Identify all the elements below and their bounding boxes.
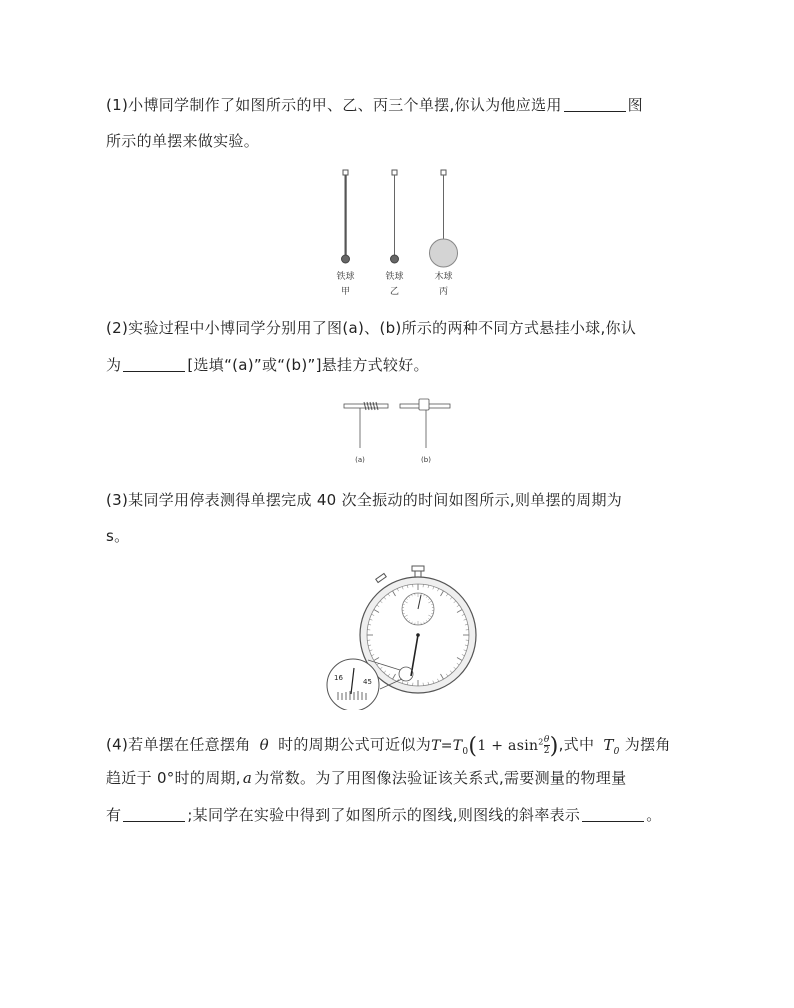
pendulum-yi-material: 铁球	[385, 272, 404, 282]
pendulum-jia-rod	[345, 175, 347, 257]
stopwatch-figure	[320, 564, 480, 710]
q1-text-b: 图	[627, 96, 643, 114]
q2-line1: (2)实验过程中小博同学分别用了图(a)、(b)所示的两种不同方式悬挂小球,你认	[106, 319, 637, 337]
stopwatch-hub	[416, 633, 420, 637]
inset-label-right: 45	[363, 678, 372, 686]
q1-answer-blank[interactable]	[564, 95, 626, 112]
q3-line1: (3)某同学用停表测得单摆完成 40 次全振动的时间如图所示,则单摆的周期为	[106, 491, 623, 509]
pendulum-bing-material: 木球	[434, 272, 453, 282]
pendulum-yi-clamp	[392, 170, 397, 175]
q4-line3-c: 。	[646, 806, 662, 824]
formula-one-plus-a: 1 + a	[477, 737, 517, 754]
q4-line2	[106, 768, 626, 788]
formula-sin-sup: 2	[538, 737, 544, 746]
q4-line3-a: 有	[106, 806, 122, 824]
formula-T0: T	[452, 737, 463, 754]
q4-line3-b: ;某同学在实验中得到了如图所示的图线,则图线的斜率表示	[187, 806, 581, 824]
q4-answer-blank-2[interactable]	[582, 805, 644, 822]
q4-text-a: (4)若单摆在任意摆角	[106, 735, 251, 754]
suspension-b-clamp	[419, 399, 429, 410]
pendulum-yi-name: 乙	[389, 287, 400, 297]
q4-text-c: ,式中	[558, 735, 595, 754]
period-formula	[431, 733, 559, 759]
suspension-figure	[340, 396, 460, 466]
stopwatch-stem	[415, 571, 421, 577]
q3-line2: s。	[106, 527, 130, 545]
q1-line1	[106, 95, 643, 115]
q2-text-a: 为	[106, 356, 122, 374]
q4-line1	[106, 729, 671, 759]
q2-answer-blank[interactable]	[123, 355, 185, 372]
pendulum-jia-name: 甲	[340, 287, 351, 297]
q4-theta: θ	[259, 735, 269, 754]
suspension-a-rod	[344, 404, 388, 408]
pendulum-bing-name: 丙	[438, 287, 449, 297]
q1-text-a: (1)小博同学制作了如图所示的甲、乙、丙三个单摆,你认为他应选用	[106, 96, 562, 114]
q4-T0: $T_0$	[603, 735, 620, 757]
q4-line2-a: 趋近于 0°时的周期,	[106, 769, 241, 787]
formula-paren-right: )	[549, 733, 559, 759]
q4-a-var: a	[242, 769, 253, 787]
pendulum-yi-ball	[391, 255, 399, 263]
formula-sin: sin	[516, 737, 539, 754]
q4-text-d: 为摆角	[624, 735, 671, 754]
inset-label-left: 16	[334, 674, 343, 682]
q1-line2: 所示的单摆来做实验。	[106, 132, 260, 150]
q4-line2-b: 为常数。为了用图像法验证该关系式,需要测量的物理量	[254, 769, 627, 787]
formula-paren-left: (	[468, 733, 478, 759]
pendulum-jia-clamp	[343, 170, 348, 175]
pendulum-bing-clamp	[441, 170, 446, 175]
q2-text-b: [选填“(a)”或“(b)”]悬挂方式较好。	[187, 356, 429, 374]
q2-line2	[106, 355, 429, 375]
pendulum-figure	[330, 168, 470, 300]
q4-text-b: 时的周期公式可近似为	[278, 735, 432, 754]
suspension-a-label: (a)	[355, 456, 365, 464]
stopwatch-crown	[412, 566, 424, 571]
pendulum-jia-ball	[342, 255, 350, 263]
suspension-b-label: (b)	[421, 456, 431, 464]
formula-T: T	[431, 737, 441, 754]
q4-answer-blank-1[interactable]	[123, 805, 185, 822]
stopwatch-side-button	[376, 573, 386, 582]
formula-frac-den: 2	[543, 746, 550, 757]
formula-frac-num: θ	[543, 735, 550, 746]
pendulum-jia-material: 铁球	[336, 272, 355, 282]
formula-eq: =	[440, 737, 453, 754]
q4-line3	[106, 805, 662, 825]
formula-T0-sub: 0	[462, 746, 469, 757]
pendulum-bing-ball	[430, 239, 458, 267]
